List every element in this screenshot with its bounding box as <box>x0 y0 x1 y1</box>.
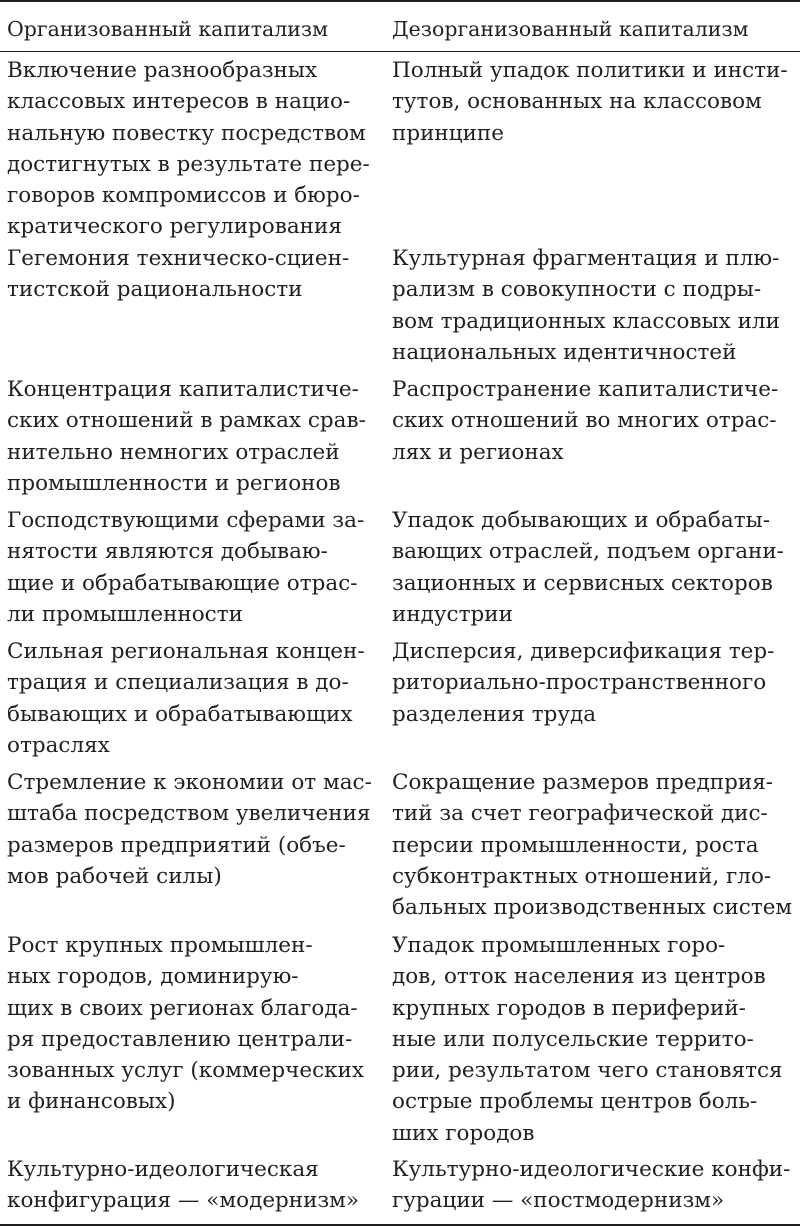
cell-text-line: Упадок промышленных горо- <box>392 933 726 958</box>
cell-text-line: зованных услуг (коммерческих <box>7 1058 364 1084</box>
cell-text-line: ших городов <box>392 1120 535 1146</box>
cell-text-line: бальных производственных систем <box>392 895 793 921</box>
cell-text-line: и финансовых) <box>7 1089 176 1115</box>
cell-text-line: Упадок добывающих и обрабаты- <box>392 508 770 533</box>
cell-text-line: ных городов, доминирую- <box>7 964 299 990</box>
cell-text-line: Господствующими сферами за- <box>7 508 365 533</box>
cell-text-line: Полный упадок политики и инсти- <box>392 58 788 83</box>
cell-organized <box>7 243 387 306</box>
cell-text-line: трация и специализация в до- <box>7 670 349 696</box>
cell-text-line: зационных и сервисных секторов <box>392 570 773 596</box>
cell-text-line: мов рабочей силы) <box>7 863 222 889</box>
cell-disorganized <box>392 636 800 730</box>
cell-text-line: тистской рациональности <box>7 277 303 303</box>
cell-text-line: Культурно-идеологическая <box>7 1157 319 1182</box>
cell-text-line: Дисперсия, диверсификация тер- <box>392 639 775 664</box>
cell-text-line: штаба посредством увеличения <box>7 801 371 827</box>
table-header-rule <box>0 51 800 52</box>
cell-organized <box>7 636 387 761</box>
cell-text-line: персии промышленности, роста <box>392 832 759 858</box>
cell-text-line: риториально-пространственного <box>392 670 767 696</box>
cell-text-line: Рост крупных промышлен- <box>7 933 313 958</box>
cell-text-line: ли промышленности <box>7 601 243 627</box>
cell-text-line: Сильная региональная концен- <box>7 639 365 664</box>
cell-text-line: отраслях <box>7 732 110 758</box>
cell-text-line: нительно немногих отраслей <box>7 439 340 465</box>
cell-text-line: Культурная фрагментация и плю- <box>392 246 780 271</box>
cell-text-line: Культурно-идеологические конфи- <box>392 1157 791 1182</box>
cell-text-line: щие и обрабатывающие отрас- <box>7 570 358 596</box>
cell-text-line: говоров компромиссов и бюро- <box>7 183 360 209</box>
cell-text-line: конфигурация — «модернизм» <box>7 1188 360 1214</box>
cell-disorganized <box>392 1154 800 1217</box>
cell-text-line: рализм в совокупности с подры- <box>392 277 762 303</box>
cell-organized <box>7 1154 387 1217</box>
cell-organized <box>7 374 387 499</box>
cell-organized <box>7 767 387 892</box>
cell-text-line: кратического регулирования <box>7 214 342 240</box>
cell-text-line: ских отношений во многих отрас- <box>392 408 777 434</box>
cell-disorganized <box>392 767 800 923</box>
cell-text-line: вом традиционных классовых или <box>392 308 780 334</box>
cell-text-line: дов, отток населения из центров <box>392 964 766 990</box>
cell-text-line: Стремление к экономии от мас- <box>7 770 372 795</box>
cell-disorganized <box>392 243 800 368</box>
cell-text-line: острые проблемы центров боль- <box>392 1089 758 1115</box>
column-header-disorganized: Дезорганизованный капитализм <box>392 17 749 41</box>
cell-text-line: индустрии <box>392 601 513 627</box>
cell-text-line: ских отношений в рамках срав- <box>7 408 366 434</box>
cell-organized <box>7 55 387 243</box>
cell-text-line: Концентрация капиталистиче- <box>7 377 359 402</box>
cell-text-line: Распространение капиталистиче- <box>392 377 779 402</box>
cell-disorganized <box>392 505 800 630</box>
cell-text-line: принципе <box>392 120 504 146</box>
cell-text-line: Сокращение размеров предприя- <box>392 770 774 795</box>
cell-text-line: щих в своих регионах благода- <box>7 995 358 1021</box>
cell-organized <box>7 505 387 630</box>
cell-text-line: Включение разнообразных <box>7 58 318 83</box>
cell-text-line: крупных городов в периферий- <box>392 995 746 1021</box>
cell-text-line: вающих отраслей, подъем органи- <box>392 539 784 565</box>
cell-text-line: Гегемония техническо-сциен- <box>7 246 350 271</box>
cell-disorganized <box>392 930 800 1149</box>
cell-text-line: размеров предприятий (объе- <box>7 832 346 858</box>
cell-text-line: рии, результатом чего становятся <box>392 1058 783 1084</box>
cell-text-line: тутов, основанных на классовом <box>392 89 762 115</box>
cell-disorganized <box>392 55 800 149</box>
cell-disorganized <box>392 374 800 468</box>
cell-text-line: нятости являются добываю- <box>7 539 328 565</box>
cell-text-line: ря предоставлению централи- <box>7 1026 353 1052</box>
cell-organized <box>7 930 387 1118</box>
cell-text-line: тий за счет географической дис- <box>392 801 768 827</box>
cell-text-line: промышленности и регионов <box>7 470 341 496</box>
cell-text-line: достигнутых в результате пере- <box>7 151 370 177</box>
cell-text-line: ные или полусельские террито- <box>392 1026 754 1052</box>
cell-text-line: лях и регионах <box>392 439 564 465</box>
cell-text-line: классовых интересов в нацио- <box>7 89 351 115</box>
cell-text-line: гурации — «постмодернизм» <box>392 1188 725 1214</box>
cell-text-line: национальных идентичностей <box>392 339 737 365</box>
column-header-organized: Организованный капитализм <box>7 17 329 41</box>
cell-text-line: бывающих и обрабатывающих <box>7 701 353 727</box>
table-header-row <box>0 14 800 44</box>
cell-text-line: разделения труда <box>392 701 597 727</box>
cell-text-line: субконтрактных отношений, гло- <box>392 863 772 889</box>
table-top-rule <box>0 0 800 2</box>
cell-text-line: нальную повестку посредством <box>7 120 366 146</box>
